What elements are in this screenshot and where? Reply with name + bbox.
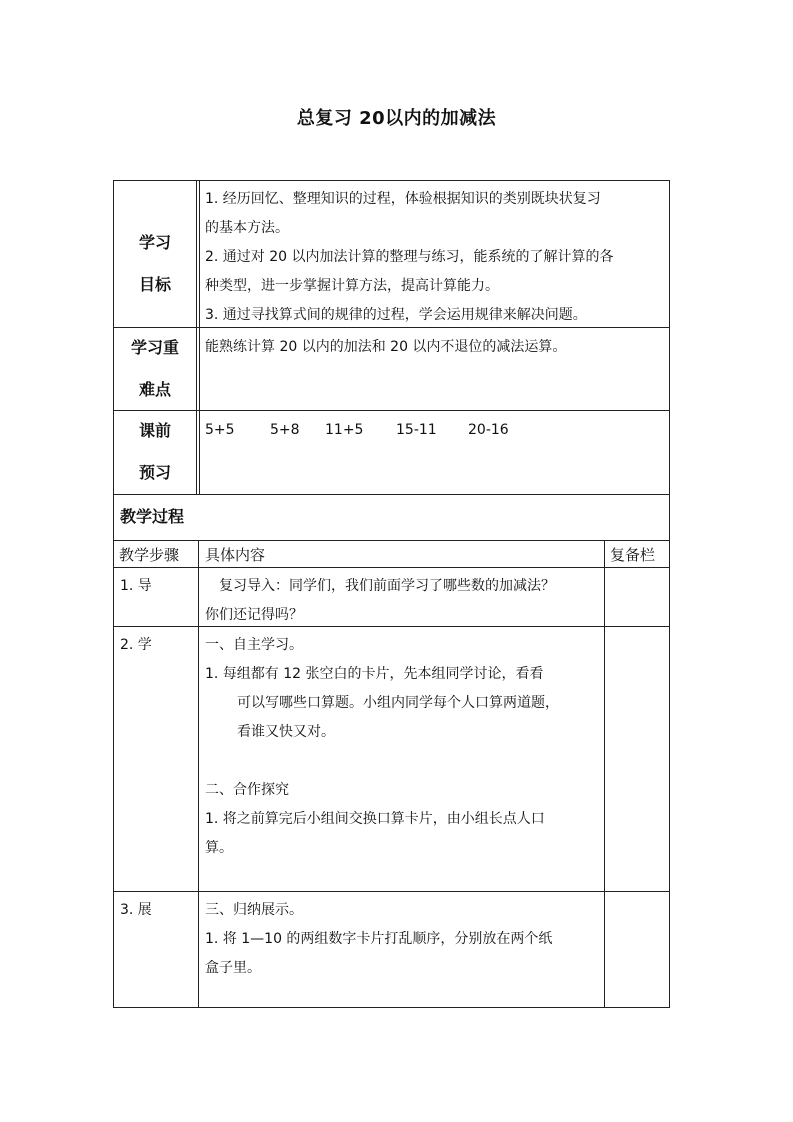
content-line: 1. 每组都有 12 张空白的卡片，先本组同学讨论，看看	[205, 666, 544, 682]
col-notes-header: 复备栏	[610, 546, 656, 564]
preview-item: 5+5	[205, 422, 235, 438]
page-title: 总复习 20以内的加减法	[296, 108, 497, 129]
content-line: 可以写哪些口算题。小组内同学每个人口算两道题，	[237, 695, 559, 711]
step-content	[205, 631, 601, 863]
content-line: 看谁又快又对。	[237, 724, 335, 740]
col-step-header: 教学步骤	[119, 546, 180, 564]
step-label: 1. 导	[120, 578, 152, 594]
content-line: 你们还记得吗？	[205, 607, 303, 623]
goal-line: 种类型，进一步掌握计算方法，提高计算能力。	[205, 278, 499, 294]
preview-item: 20-16	[468, 422, 509, 438]
content-line: 复习导入：同学们，我们前面学习了哪些数的加减法？	[219, 578, 555, 594]
key-points-label: 学习重 难点	[130, 338, 179, 399]
process-heading: 教学过程	[120, 507, 185, 526]
content-line: 1. 将 1—10 的两组数字卡片打乱顺序，分别放在两个纸	[205, 931, 553, 947]
goal-line: 的基本方法。	[205, 220, 289, 236]
preview-item: 5+8	[270, 422, 300, 438]
preview-item: 11+5	[325, 422, 364, 438]
step-label: 2. 学	[120, 637, 152, 653]
goals-label: 学习 目标	[138, 233, 171, 294]
goal-line: 1. 经历回忆、整理知识的过程，体验根据知识的类别既块状复习	[205, 191, 601, 207]
content-line: 算。	[205, 840, 233, 856]
content-line: 1. 将之前算完后小组间交换口算卡片，由小组长点人口	[205, 811, 545, 827]
content-line: 盒子里。	[205, 960, 261, 976]
preview-item: 15-11	[396, 422, 437, 438]
step-label: 3. 展	[120, 902, 152, 918]
preview-label: 课前 预习	[138, 421, 171, 482]
col-content-header: 具体内容	[205, 546, 266, 564]
step-content	[205, 896, 601, 983]
content-line: 二、合作探究	[205, 782, 289, 798]
goals-content	[205, 185, 667, 330]
goal-line: 3. 通过寻找算式间的规律的过程，学会运用规律来解决问题。	[205, 307, 587, 323]
content-line: 一、自主学习。	[205, 637, 303, 653]
step-content	[205, 572, 601, 630]
goal-line: 2. 通过对 20 以内加法计算的整理与练习，能系统的了解计算的各	[205, 249, 614, 265]
content-line: 三、归纳展示。	[205, 902, 303, 918]
key-points-text: 能熟练计算 20 以内的加法和 20 以内不退位的减法运算。	[205, 339, 567, 355]
